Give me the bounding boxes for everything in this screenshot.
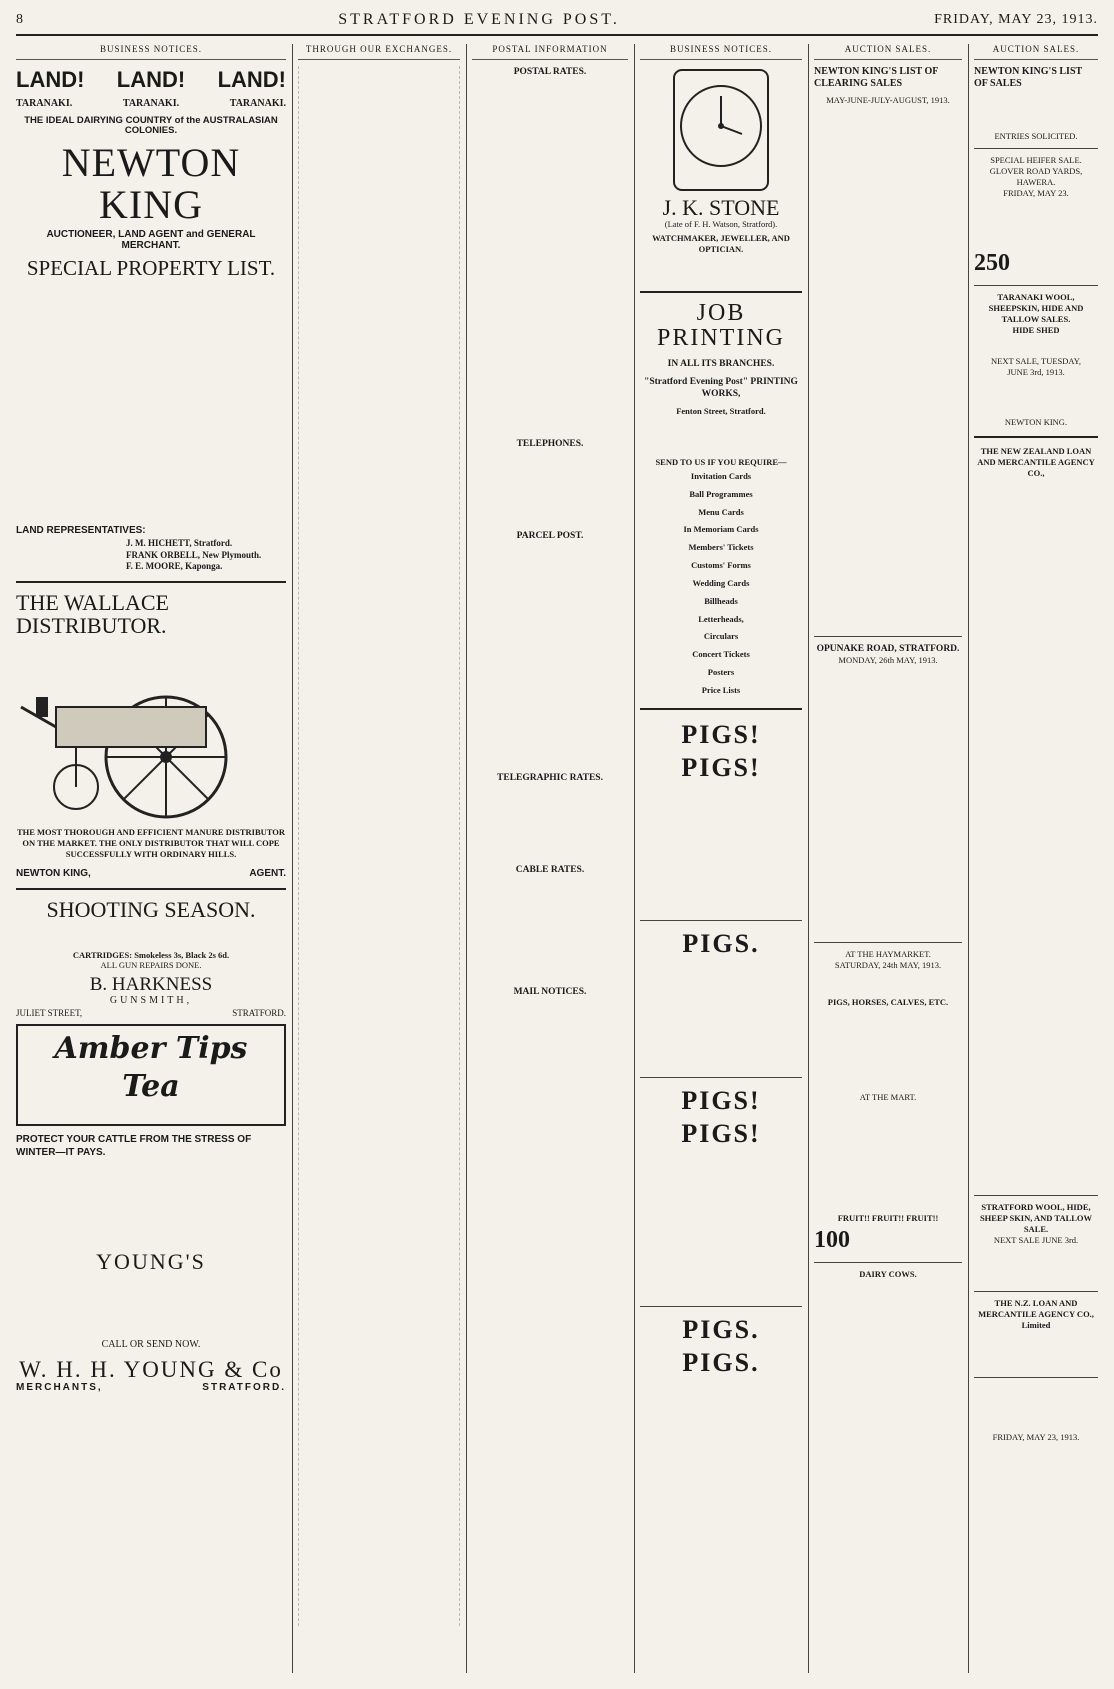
amber-tips-tea-advert bbox=[16, 1024, 286, 1127]
newton-king-sign: NEWTON KING. bbox=[1004, 417, 1068, 428]
harkness-name: B. HARKNESS bbox=[89, 974, 213, 996]
print-item: Ball Programmes bbox=[689, 488, 753, 499]
all-branches: IN ALL ITS BRANCHES. bbox=[667, 358, 775, 369]
heifer-text-placeholder bbox=[974, 198, 1098, 248]
dairy-text-placeholder bbox=[814, 1280, 962, 1360]
pigs-text-placeholder-2 bbox=[640, 961, 802, 1071]
stratford-wool-placeholder bbox=[974, 1245, 1098, 1285]
print-item: Customs' Forms bbox=[691, 560, 751, 571]
rep-name: FRANK ORBELL, New Plymouth. bbox=[126, 549, 262, 560]
nz-loan-list-placeholder bbox=[974, 479, 1098, 1189]
nz-loan-title-2: THE N.Z. LOAN AND MERCANTILE AGENCY CO., Limited bbox=[978, 1298, 1094, 1331]
gun-repairs: ALL GUN REPAIRS DONE. bbox=[100, 960, 202, 971]
pigs-heading-3: PIGS! PIGS! bbox=[681, 1085, 761, 1148]
imprint-placeholder bbox=[974, 1384, 1098, 1432]
postal-text-placeholder bbox=[472, 78, 628, 438]
taranaki-wool-sales: TARANAKI WOOL, SHEEPSKIN, HIDE AND TALLOW SALES. bbox=[988, 292, 1084, 324]
job-title: JOB bbox=[696, 300, 746, 327]
cable-heading: CABLE RATES. bbox=[515, 865, 585, 876]
print-item: Concert Tickets bbox=[692, 649, 750, 660]
young-co-title: W. H. H. YOUNG & Co bbox=[19, 1356, 283, 1382]
column-business-notices-right bbox=[640, 44, 802, 1673]
mail-text-placeholder bbox=[472, 998, 628, 1418]
shooting-season-title: SHOOTING SEASON. bbox=[46, 897, 256, 923]
clock-illustration bbox=[666, 66, 776, 196]
land-reps-label: LAND REPRESENTATIVES: bbox=[16, 525, 146, 537]
newspaper-title: STRATFORD EVENING POST. bbox=[338, 11, 620, 28]
pigs-heading-2: PIGS. bbox=[682, 929, 760, 959]
taranaki-banner: TARANAKI. TARANAKI. TARANAKI. bbox=[16, 97, 286, 109]
column-rule bbox=[808, 44, 809, 1673]
cartridges: CARTRIDGES: Smokeless 3s, Black 2s 6d. bbox=[72, 949, 230, 960]
print-item: Circulars bbox=[703, 631, 739, 642]
pigs-text-placeholder-1 bbox=[640, 784, 802, 914]
postal-rates-subheading: POSTAL RATES. bbox=[513, 66, 587, 77]
nz-loan-title: THE NEW ZEALAND LOAN AND MERCANTILE AGENCY CO., bbox=[977, 446, 1095, 479]
printing-address: Fenton Street, Stratford. bbox=[676, 406, 766, 417]
column-rule bbox=[634, 44, 635, 1673]
glover-road-yards: GLOVER ROAD YARDS, HAWERA. bbox=[989, 165, 1083, 187]
column-header: AUCTION SALES. bbox=[974, 44, 1098, 60]
nk-sales-placeholder bbox=[974, 91, 1098, 131]
pigs-text-placeholder-3 bbox=[640, 1150, 802, 1300]
at-the-mart: AT THE MART. bbox=[859, 1091, 917, 1102]
youngs-title: YOUNG'S bbox=[96, 1248, 206, 1274]
exchanges-text-placeholder bbox=[298, 66, 460, 1626]
special-heifer-sale: SPECIAL HEIFER SALE. bbox=[990, 154, 1082, 165]
pigs-heading-4: PIGS. PIGS. bbox=[682, 1315, 760, 1378]
pigs-horses-calves: PIGS, HORSES, CALVES, ETC. bbox=[827, 996, 949, 1007]
heifers-count: 250 bbox=[974, 250, 1010, 277]
print-item: Members' Tickets bbox=[688, 542, 754, 553]
printing-title: PRINTING bbox=[657, 325, 785, 352]
young-co-address: MERCHANTS, STRATFORD. bbox=[16, 1381, 286, 1393]
print-item: Posters bbox=[707, 667, 735, 678]
print-item: In Memoriam Cards bbox=[683, 524, 759, 535]
heifers-text-placeholder bbox=[1014, 254, 1098, 274]
haymarket: AT THE HAYMARKET. bbox=[845, 949, 931, 960]
pigs-heading-1: PIGS! PIGS! bbox=[681, 719, 761, 783]
wallace-title: THE WALLACE DISTRIBUTOR. bbox=[16, 589, 169, 638]
fruit-banner: FRUIT!! FRUIT!! FRUIT!! bbox=[837, 1212, 939, 1223]
column-auction-sales-right bbox=[974, 44, 1098, 1673]
telegraphic-text-placeholder bbox=[472, 784, 628, 864]
call-or-send: CALL OR SEND NOW. bbox=[101, 1338, 201, 1350]
shooting-text-placeholder bbox=[16, 922, 286, 950]
heifers-count-row bbox=[974, 248, 1098, 279]
special-property-list: SPECIAL PROPERTY LIST. bbox=[26, 256, 276, 281]
property-listings-placeholder bbox=[16, 285, 286, 521]
entries-solicited: ENTRIES SOLICITED. bbox=[994, 131, 1078, 142]
mart-text-placeholder bbox=[814, 1103, 962, 1213]
parcel-post-heading: PARCEL POST. bbox=[516, 530, 584, 541]
column-header: BUSINESS NOTICES. bbox=[640, 44, 802, 60]
firm-role: AUCTIONEER, LAND AGENT and GENERAL MERCHANT. bbox=[46, 229, 256, 251]
rep-name: F. E. MOORE, Kaponga. bbox=[126, 561, 223, 572]
harkness-address: JULIET STREET, STRATFORD. bbox=[16, 1007, 286, 1018]
fruit-cases bbox=[814, 1225, 962, 1256]
land-reps-list bbox=[16, 538, 286, 573]
youngs-text-placeholder bbox=[16, 1273, 286, 1333]
protect-cattle-headline: PROTECT YOUR CATTLE FROM THE STRESS OF WINTER—IT PAYS. bbox=[16, 1134, 252, 1159]
stone-sub: (Late of F. H. Watson, Stratford). bbox=[664, 218, 778, 229]
rep-name: J. M. HICHETT, Stratford. bbox=[126, 538, 233, 549]
wallace-tagline: THE MOST THOROUGH AND EFFICIENT MANURE DISTRIBUTOR ON THE MARKET. THE ONLY DISTRIBUTOR THAT WILL COPE SUCCESSFULLY WITH ORDINARY HILLS. bbox=[16, 826, 286, 859]
nk-sales-title: NEWTON KING'S LIST OF SALES bbox=[974, 65, 1083, 90]
parcel-text-placeholder bbox=[472, 542, 628, 772]
column-business-notices-left bbox=[16, 44, 286, 1673]
print-item: Price Lists bbox=[701, 684, 741, 695]
telephones-heading: TELEPHONES. bbox=[516, 438, 584, 449]
gunsmith: GUNSMITH, bbox=[109, 995, 193, 1007]
fruit-text-placeholder bbox=[854, 1229, 962, 1253]
print-item: Letterheads, bbox=[698, 613, 744, 624]
firm-name: NEWTON KING bbox=[61, 140, 241, 228]
mail-heading: MAIL NOTICES. bbox=[513, 987, 587, 998]
page-number: 8 bbox=[16, 12, 24, 27]
printing-works: "Stratford Evening Post" PRINTING WORKS, bbox=[644, 376, 798, 399]
column-through-exchanges bbox=[298, 44, 460, 1673]
hide-shed-placeholder bbox=[974, 336, 1098, 356]
wool-text-placeholder bbox=[974, 377, 1098, 417]
tagline: THE IDEAL DAIRYING COUNTRY of the AUSTRALASIAN COLONIES. bbox=[24, 115, 278, 137]
nz-loan-2-placeholder bbox=[974, 1331, 1098, 1371]
fruit-cases-count: 100 bbox=[814, 1227, 850, 1254]
telegraphic-heading: TELEGRAPHIC RATES. bbox=[497, 772, 603, 783]
column-rule bbox=[968, 44, 969, 1673]
masthead bbox=[16, 6, 1098, 36]
next-sale-june: NEXT SALE JUNE 3rd. bbox=[993, 1234, 1079, 1245]
haymarket-items-placeholder bbox=[814, 1008, 962, 1092]
column-rule bbox=[292, 44, 293, 1673]
send-heading: SEND TO US IF YOU REQUIRE— bbox=[655, 456, 787, 467]
column-header: AUCTION SALES. bbox=[814, 44, 962, 60]
print-item: Invitation Cards bbox=[690, 470, 752, 481]
column-header: THROUGH OUR EXCHANGES. bbox=[298, 44, 460, 60]
nk-clearing-months: MAY-JUNE-JULY-AUGUST, 1913. bbox=[826, 95, 950, 106]
haymarket-text-placeholder bbox=[814, 971, 962, 997]
orders-text-placeholder bbox=[640, 417, 802, 457]
column-header: BUSINESS NOTICES. bbox=[16, 44, 286, 60]
amber-text-placeholder bbox=[22, 1106, 280, 1120]
column-auction-sales-left bbox=[814, 44, 962, 1673]
friday-may-23: FRIDAY, MAY 23. bbox=[1003, 187, 1069, 198]
next-sale: NEXT SALE, TUESDAY, bbox=[991, 355, 1081, 366]
amber-tips-tea-logo: Amber Tips Tea bbox=[54, 1030, 248, 1104]
stone-text-placeholder bbox=[640, 259, 802, 283]
print-item: Billheads bbox=[704, 595, 738, 606]
nk-clearing-title: NEWTON KING'S LIST OF CLEARING SALES bbox=[814, 65, 939, 90]
dairy-cows: DAIRY COWS. bbox=[859, 1269, 917, 1280]
manure-distributor-illustration bbox=[16, 637, 286, 827]
stone-name: J. K. STONE bbox=[662, 194, 780, 220]
column-postal-information bbox=[472, 44, 628, 1673]
telephones-text-placeholder bbox=[472, 450, 628, 530]
cable-text-placeholder bbox=[472, 876, 628, 986]
column-rule bbox=[466, 44, 467, 1673]
print-items-list bbox=[640, 468, 802, 700]
opunake-road: OPUNAKE ROAD, STRATFORD. bbox=[816, 643, 960, 654]
pigs-text-placeholder-4 bbox=[640, 1380, 802, 1440]
stone-trade: WATCHMAKER, JEWELLER, AND OPTICIAN. bbox=[652, 233, 790, 255]
land-banner: LAND! LAND! LAND! bbox=[16, 66, 286, 92]
print-item: Wedding Cards bbox=[692, 577, 750, 588]
opunake-text-placeholder bbox=[814, 666, 962, 936]
next-sale-date: JUNE 3rd, 1913. bbox=[1007, 366, 1065, 377]
print-item: Menu Cards bbox=[698, 506, 744, 517]
wallace-agent: NEWTON KING, AGENT. bbox=[16, 867, 286, 879]
haymarket-date: SATURDAY, 24th MAY, 1913. bbox=[834, 959, 942, 970]
issue-date: FRIDAY, MAY 23, 1913. bbox=[934, 12, 1098, 27]
column-header: POSTAL INFORMATION bbox=[472, 44, 628, 60]
protect-text-placeholder bbox=[16, 1168, 286, 1250]
hide-shed: HIDE SHED bbox=[1012, 324, 1060, 335]
opunake-date: MONDAY, 26th MAY, 1913. bbox=[838, 655, 938, 666]
stratford-wool-sale: STRATFORD WOOL, HIDE, SHEEP SKIN, AND TALLOW SALE. bbox=[979, 1201, 1093, 1234]
imprint-date: FRIDAY, MAY 23, 1913. bbox=[992, 1432, 1080, 1443]
clearing-sales-placeholder bbox=[814, 110, 962, 630]
